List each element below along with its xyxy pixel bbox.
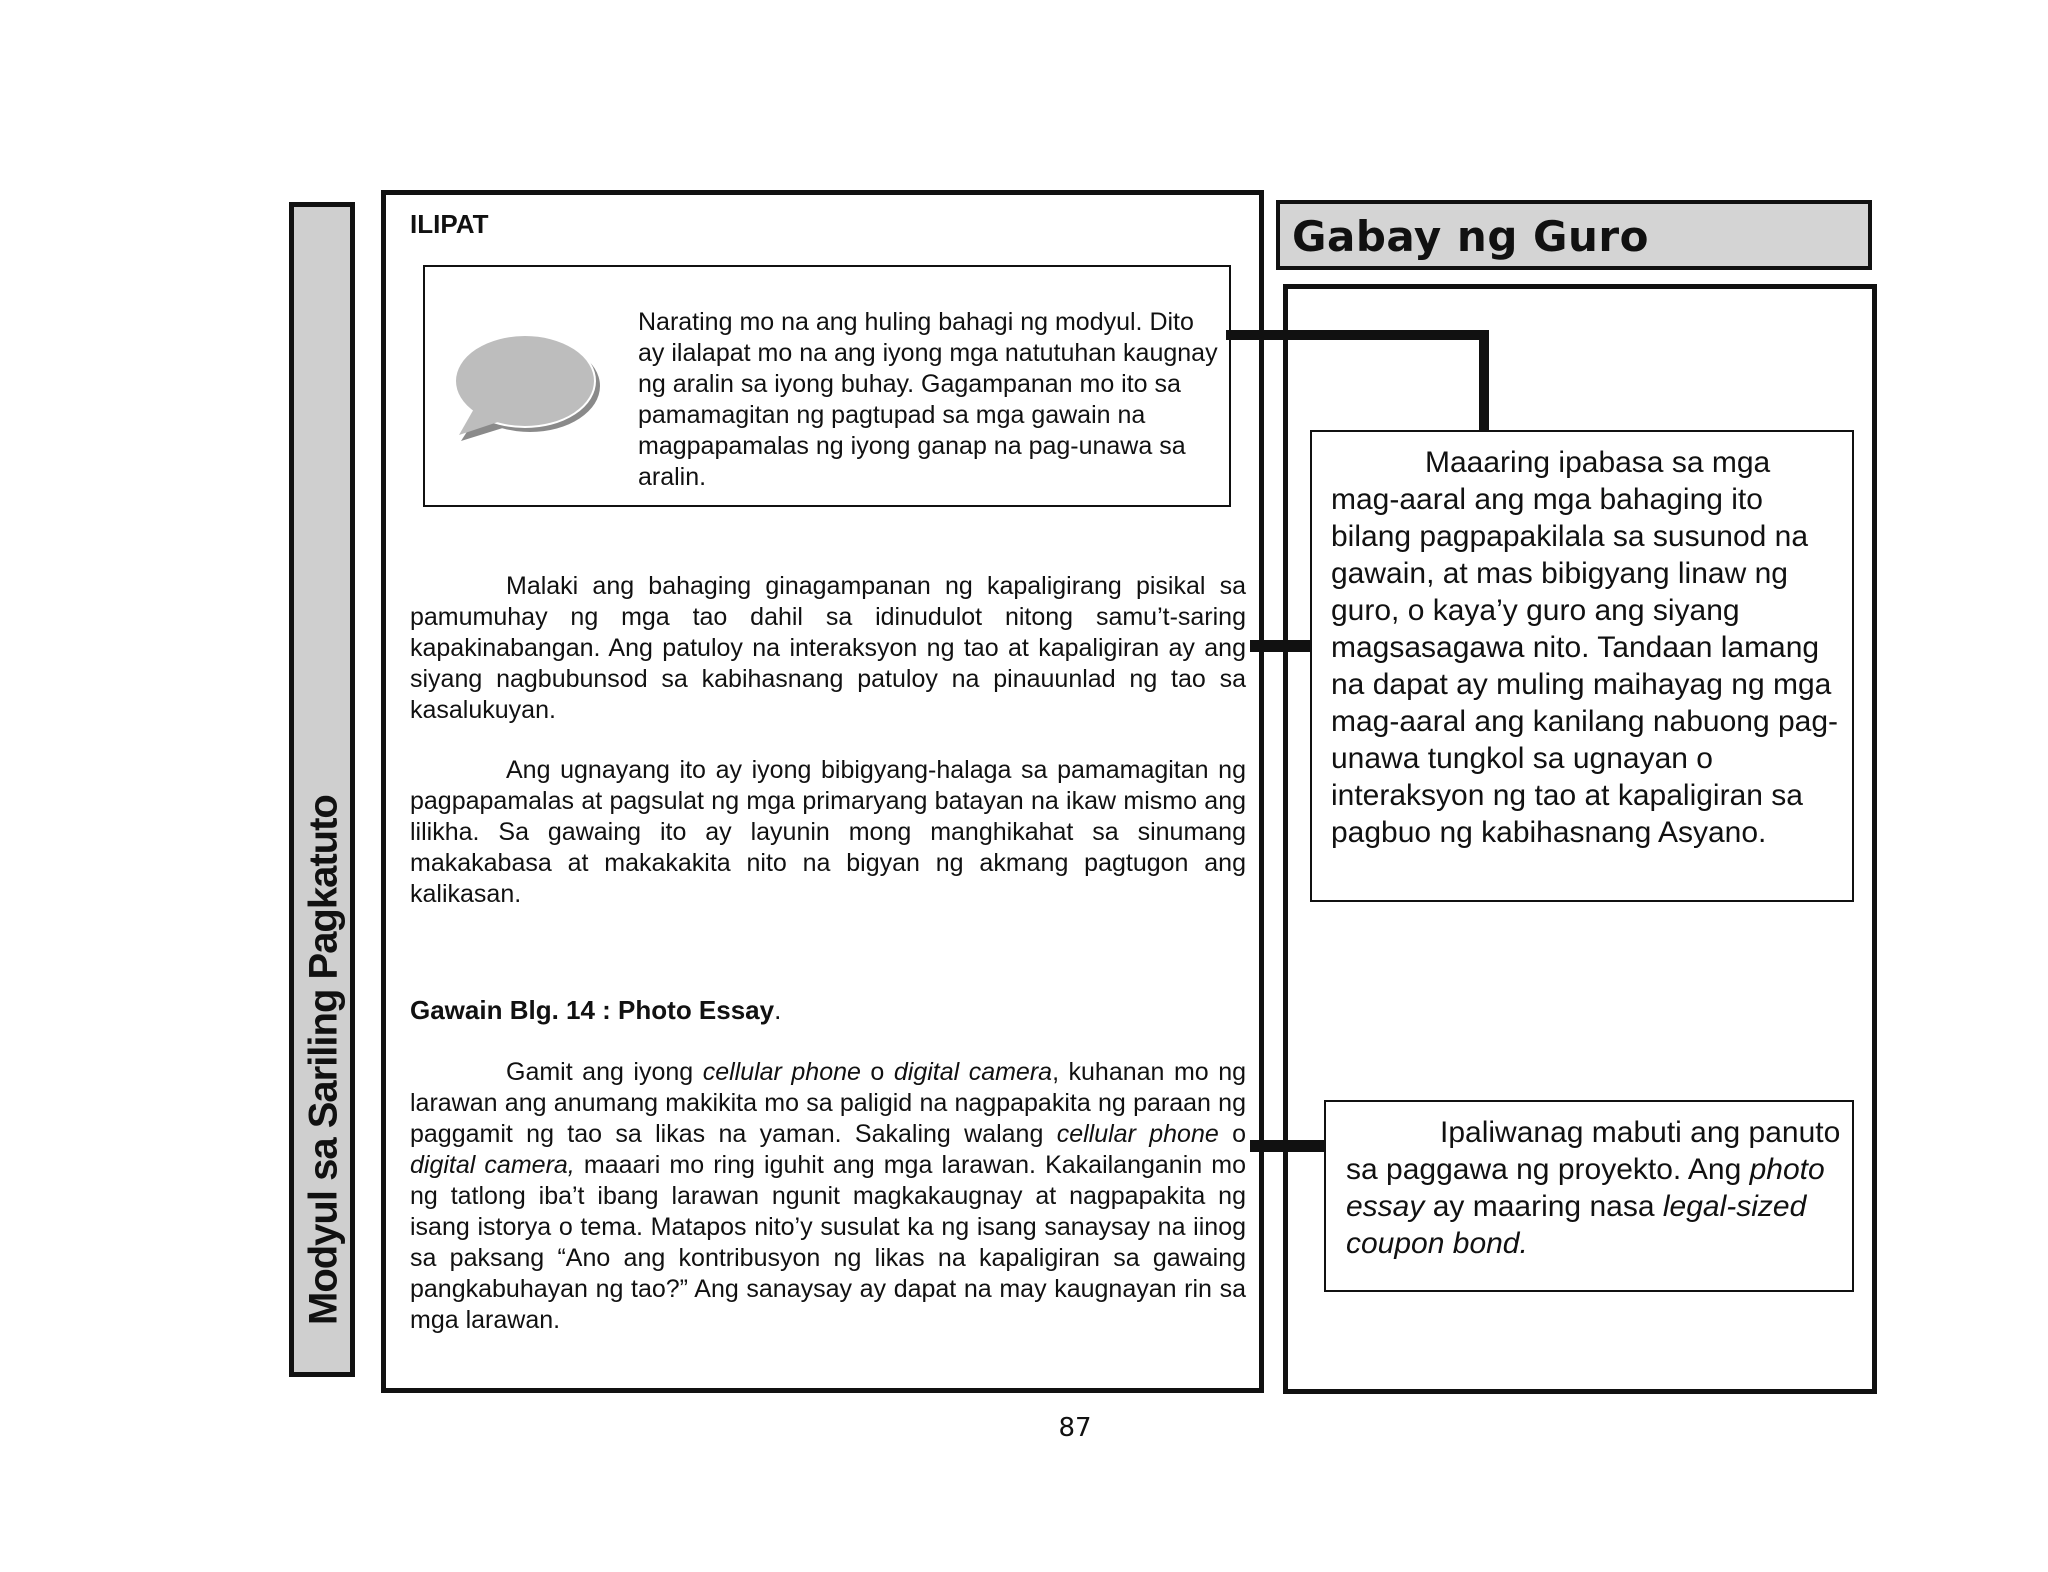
guide-header — [1276, 200, 1872, 270]
guide-note-1-text: Maaaring ipabasa sa mga mag-aaral ang mga bahaging ito bilang pagpapakilala sa susunod na gawain, at mas bibigyang linaw ng guro, o kaya’y guro ang siyang magsasagawa nito. Tandaan lamang na dapat ay muling maihayag ng mga mag-aaral ang kanilang nabuong pag-unawa tungkol sa ugnayan o interaksyon ng tao at kapaligiran sa pagbuo ng kabihasnang Asyano. — [1331, 446, 1839, 849]
activity-instructions: Gamit ang iyong cellular phone o digital camera, kuhanan mo ng larawan ang anumang makikita mo sa paligid na nagpapakita ng paraan ng paggamit ng tao sa likas na yaman. Sakaling walang cellular phone o digital camera, maaari mo ring iguhit ang mga larawan. Kakailanganin mo ng tatlong iba’t ibang larawan ngunit magkakaugnay at nagpapakita ng isang istorya o tema. Matapos nito’y susulat ka ng isang sanaysay na iinog sa paksang “Ano ang kontribusyon ng likas na kapaligiran sa gawaing pangkabuhayan ng tao?” Ang sanaysay ay dapat na may kaugnayan rin sa mga larawan. — [410, 1058, 1247, 1334]
guide-note-2-text: Ipaliwanag mabuti ang panuto sa paggawa ng proyekto. Ang photo essay ay maaring nasa legal-sized coupon bond. — [1346, 1116, 1841, 1260]
speech-bubble-icon — [451, 335, 601, 445]
module-side-title: Modyul sa Sariling Pagkatuto — [301, 795, 346, 1325]
paragraph-1: Malaki ang bahaging ginagampanan ng kapaligirang pisikal sa pamumuhay ng mga tao dahil sa idinudulot nitong samu’t-saring kapakinabangan. Ang patuloy na interaksyon ng tao at kapaligiran ay ang siyang nagbubunsod sa kabihasnang patuloy na pinauunlad ng tao sa kasalukuyan. — [410, 572, 1246, 724]
connector-line-2 — [1250, 640, 1312, 652]
activity-title: Gawain Blg. 14 : Photo Essay. — [410, 995, 782, 1025]
connector-line-1-horizontal — [1226, 330, 1489, 340]
connector-line-1-vertical — [1479, 330, 1489, 432]
module-side-bar — [289, 202, 355, 1377]
guide-note-2 — [1324, 1100, 1854, 1292]
guide-header-title: Gabay ng Guro — [1292, 212, 1649, 261]
main-panel — [381, 190, 1264, 1393]
section-title: ILIPAT — [410, 209, 489, 239]
intro-text: Narating mo na ang huling bahagi ng modyul. Dito ay ilalapat mo na ang iyong mga natutuhan kaugnay ng aralin sa iyong buhay. Gagampanan mo ito sa pamamagitan ng pagtupad sa mga gawain na magpapamalas ng iyong ganap na pag-unawa sa aralin. — [638, 308, 1218, 491]
paragraph-2: Ang ugnayang ito ay iyong bibigyang-halaga sa pamamagitan ng pagpapamalas at pagsulat ng mga primaryang batayan na ikaw mismo ang lilikha. Sa gawaing ito ay layunin mong manghikahat sa sinumang makakabasa at makakakita nito na bigyan ng akmang pagtugon ang kalikasan. — [410, 756, 1246, 908]
connector-line-3 — [1250, 1140, 1326, 1152]
guide-note-1 — [1310, 430, 1854, 902]
intro-box — [423, 265, 1231, 507]
page-number: 87 — [1058, 1413, 1092, 1443]
